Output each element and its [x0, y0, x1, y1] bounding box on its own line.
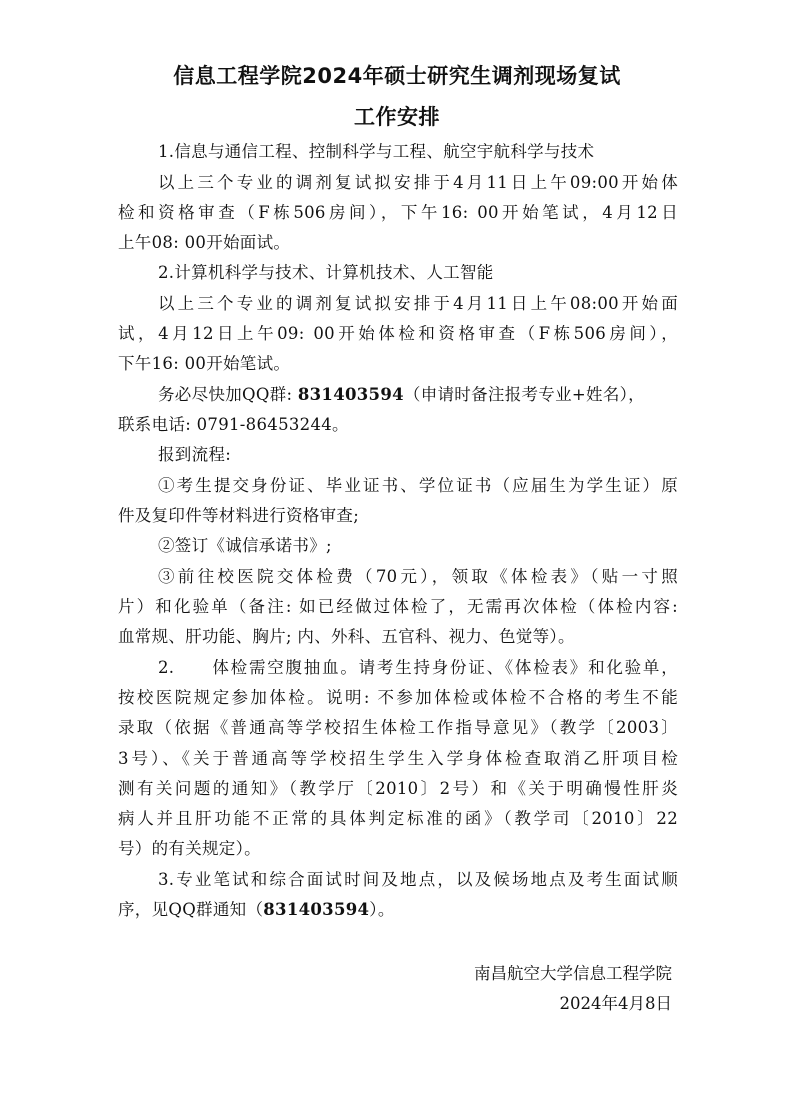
registration-heading: 报到流程: [158, 445, 232, 464]
paragraph-line: 检和资格审查（F栋506房间），下午16: 00开始笔试，4月12日 [118, 203, 678, 222]
paragraph-line: 件及复印件等材料进行资格审查; [118, 506, 360, 525]
paragraph-line: 病人并且肝功能不正常的具体判定标准的函》（教学司〔2010〕22 [118, 809, 678, 828]
qq-group-line [158, 384, 678, 406]
paragraph-line: 片）和化验单（备注: 如已经做过体检了，无需再次体检（体检内容: [118, 597, 678, 616]
signature-date: 2024年4月8日 [559, 994, 672, 1013]
qq-notice-end: ）。 [369, 900, 395, 919]
signature-organization: 南昌航空大学信息工程学院 [474, 964, 672, 983]
qq-notice-line [118, 899, 678, 921]
document-title-line-1: 信息工程学院2024年硕士研究生调剂现场复试 [173, 64, 621, 88]
qq-group-number: 831403594 [263, 900, 370, 919]
qq-group-label: 务必尽快加QQ群: [158, 385, 298, 404]
section-2-heading: 2.计算机科学与技术、计算机技术、人工智能 [158, 263, 494, 282]
section-1-heading: 1.信息与通信工程、控制科学与工程、航空宇航科学与技术 [158, 142, 595, 161]
paragraph-line: ①考生提交身份证、毕业证书、学位证书（应届生为学生证）原 [158, 476, 678, 495]
qq-notice-text: 序，见QQ群通知（ [118, 900, 264, 919]
qq-group-number: 831403594 [297, 385, 404, 404]
paragraph-line: 上午08: 00开始面试。 [118, 233, 291, 252]
paragraph-line: 以上三个专业的调剂复试拟安排于4月11日上午09:00开始体 [158, 173, 678, 192]
paragraph-line: 以上三个专业的调剂复试拟安排于4月11日上午08:00开始面 [158, 294, 678, 313]
paragraph-line: 号）的有关规定）。 [118, 839, 261, 858]
paragraph-line: ③前往校医院交体检费（70元），领取《体检表》（贴一寸照 [158, 567, 678, 586]
paragraph-line: 录取（依据《普通高等学校招生体检工作指导意见》（教学〔2003〕 [118, 718, 678, 737]
qq-group-note: （申请时备注报考专业+姓名）， [403, 385, 645, 404]
paragraph-line: 下午16: 00开始笔试。 [118, 354, 291, 373]
paragraph-line: 试，4月12日上午09: 00开始体检和资格审查（F栋506房间）， [118, 324, 678, 343]
paragraph-line: 3号）、《关于普通高等学校招生学生入学身体检查取消乙肝项目检 [118, 749, 678, 768]
document-title-line-2: 工作安排 [354, 105, 440, 129]
paragraph-line: 3.专业笔试和综合面试时间及地点，以及候场地点及考生面试顺 [158, 870, 678, 889]
contact-phone: 联系电话: 0791-86453244。 [118, 415, 349, 434]
paragraph-line: 2. 体检需空腹抽血。请考生持身份证、《体检表》和化验单， [158, 658, 678, 677]
paragraph-line: 测有关问题的通知》（教学厅〔2010〕2号）和《关于明确慢性肝炎 [118, 779, 678, 798]
paragraph-line: 按校医院规定参加体检。说明: 不参加体检或体检不合格的考生不能 [118, 688, 678, 707]
paragraph-line: ②签订《诚信承诺书》; [158, 536, 332, 555]
paragraph-line: 血常规、肝功能、胸片; 内、外科、五官科、视力、色觉等）。 [118, 627, 575, 646]
